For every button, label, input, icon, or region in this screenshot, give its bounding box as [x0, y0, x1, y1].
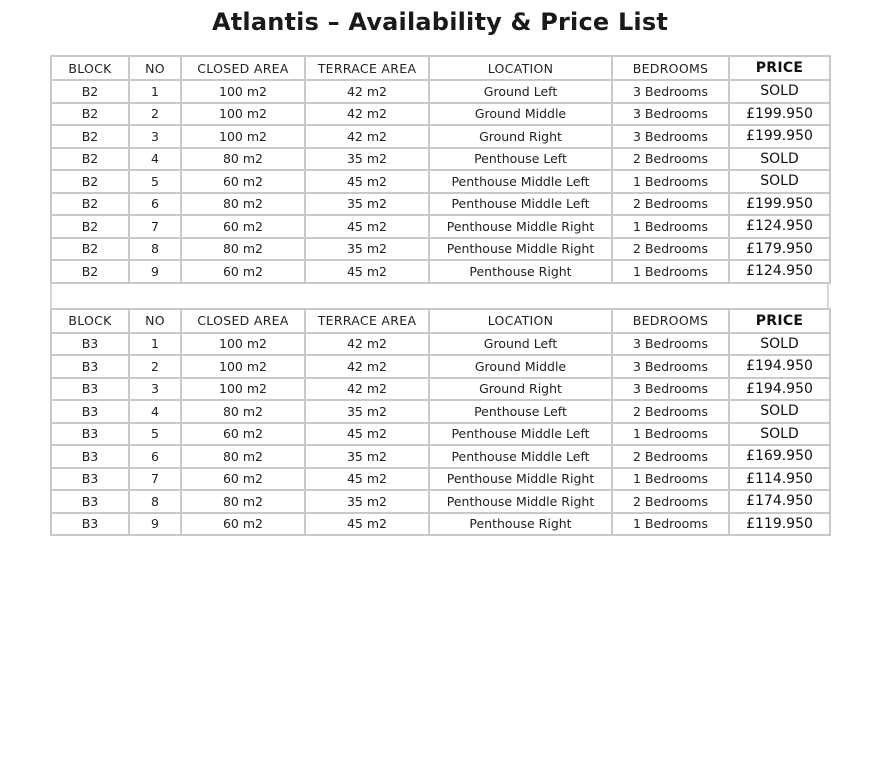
price-list-sheet: [50, 55, 829, 536]
closed-area-cell: 60 m2: [181, 170, 305, 193]
header-block: BLOCK: [51, 56, 129, 80]
table-row: [51, 400, 830, 423]
block-cell: B3: [51, 378, 129, 401]
terrace-area-cell: 42 m2: [305, 80, 429, 103]
location-cell: Penthouse Middle Right: [429, 490, 612, 513]
block-cell: B2: [51, 80, 129, 103]
location-cell: Penthouse Middle Right: [429, 468, 612, 491]
location-cell: Penthouse Middle Left: [429, 423, 612, 446]
terrace-area-cell: 42 m2: [305, 333, 429, 356]
price-cell: £174.950: [729, 490, 830, 513]
table-row: [51, 513, 830, 536]
location-cell: Ground Right: [429, 125, 612, 148]
table-row: [51, 423, 830, 446]
bedrooms-cell: 2 Bedrooms: [612, 238, 729, 261]
bedrooms-cell: 3 Bedrooms: [612, 333, 729, 356]
price-table-block-b2: [50, 55, 831, 284]
no-cell: 8: [129, 238, 181, 261]
location-cell: Penthouse Middle Right: [429, 238, 612, 261]
bedrooms-cell: 2 Bedrooms: [612, 148, 729, 171]
no-cell: 3: [129, 378, 181, 401]
price-cell: £124.950: [729, 215, 830, 238]
no-cell: 1: [129, 333, 181, 356]
table-row: [51, 170, 830, 193]
block-cell: B2: [51, 193, 129, 216]
bedrooms-cell: 2 Bedrooms: [612, 445, 729, 468]
closed-area-cell: 80 m2: [181, 400, 305, 423]
table-row: [51, 490, 830, 513]
bedrooms-cell: 1 Bedrooms: [612, 513, 729, 536]
closed-area-cell: 60 m2: [181, 468, 305, 491]
terrace-area-cell: 45 m2: [305, 260, 429, 283]
terrace-area-cell: 45 m2: [305, 170, 429, 193]
block-cell: B3: [51, 468, 129, 491]
no-cell: 4: [129, 400, 181, 423]
no-cell: 1: [129, 80, 181, 103]
no-cell: 9: [129, 260, 181, 283]
table-row: [51, 378, 830, 401]
price-cell: £199.950: [729, 125, 830, 148]
header-terrace-area: TERRACE AREA: [305, 309, 429, 333]
closed-area-cell: 100 m2: [181, 80, 305, 103]
closed-area-cell: 100 m2: [181, 333, 305, 356]
block-cell: B2: [51, 215, 129, 238]
table-row: [51, 215, 830, 238]
no-cell: 9: [129, 513, 181, 536]
table-row: [51, 333, 830, 356]
closed-area-cell: 100 m2: [181, 355, 305, 378]
terrace-area-cell: 42 m2: [305, 378, 429, 401]
bedrooms-cell: 3 Bedrooms: [612, 378, 729, 401]
terrace-area-cell: 35 m2: [305, 490, 429, 513]
price-cell: £169.950: [729, 445, 830, 468]
header-closed-area: CLOSED AREA: [181, 309, 305, 333]
location-cell: Ground Middle: [429, 103, 612, 126]
location-cell: Penthouse Left: [429, 400, 612, 423]
block-cell: B2: [51, 148, 129, 171]
price-cell: £194.950: [729, 378, 830, 401]
terrace-area-cell: 42 m2: [305, 103, 429, 126]
table-body: [51, 80, 830, 283]
block-cell: B2: [51, 125, 129, 148]
table-row: [51, 193, 830, 216]
price-cell: SOLD: [729, 333, 830, 356]
no-cell: 7: [129, 468, 181, 491]
closed-area-cell: 80 m2: [181, 238, 305, 261]
table-row: [51, 260, 830, 283]
location-cell: Penthouse Middle Right: [429, 215, 612, 238]
block-cell: B2: [51, 103, 129, 126]
terrace-area-cell: 35 m2: [305, 238, 429, 261]
price-cell: £179.950: [729, 238, 830, 261]
header-bedrooms: BEDROOMS: [612, 56, 729, 80]
bedrooms-cell: 2 Bedrooms: [612, 400, 729, 423]
closed-area-cell: 80 m2: [181, 490, 305, 513]
table-row: [51, 148, 830, 171]
location-cell: Penthouse Right: [429, 513, 612, 536]
table-header-row: [51, 56, 830, 80]
header-block: BLOCK: [51, 309, 129, 333]
closed-area-cell: 60 m2: [181, 215, 305, 238]
header-price: PRICE: [729, 56, 830, 80]
header-closed-area: CLOSED AREA: [181, 56, 305, 80]
table-row: [51, 125, 830, 148]
closed-area-cell: 60 m2: [181, 513, 305, 536]
no-cell: 5: [129, 170, 181, 193]
closed-area-cell: 100 m2: [181, 103, 305, 126]
table-row: [51, 103, 830, 126]
terrace-area-cell: 42 m2: [305, 125, 429, 148]
table-row: [51, 355, 830, 378]
closed-area-cell: 60 m2: [181, 423, 305, 446]
price-cell: £199.950: [729, 193, 830, 216]
price-cell: £194.950: [729, 355, 830, 378]
terrace-area-cell: 45 m2: [305, 215, 429, 238]
header-no: NO: [129, 56, 181, 80]
no-cell: 8: [129, 490, 181, 513]
terrace-area-cell: 42 m2: [305, 355, 429, 378]
no-cell: 2: [129, 103, 181, 126]
location-cell: Penthouse Left: [429, 148, 612, 171]
no-cell: 6: [129, 193, 181, 216]
closed-area-cell: 80 m2: [181, 445, 305, 468]
header-price: PRICE: [729, 309, 830, 333]
terrace-area-cell: 45 m2: [305, 468, 429, 491]
block-cell: B3: [51, 400, 129, 423]
terrace-area-cell: 45 m2: [305, 423, 429, 446]
page-title: Atlantis – Availability & Price List: [211, 8, 669, 36]
table-row: [51, 80, 830, 103]
table-divider: [50, 284, 829, 308]
block-cell: B3: [51, 355, 129, 378]
table-body: [51, 333, 830, 536]
header-bedrooms: BEDROOMS: [612, 309, 729, 333]
closed-area-cell: 80 m2: [181, 148, 305, 171]
price-cell: £199.950: [729, 103, 830, 126]
bedrooms-cell: 2 Bedrooms: [612, 193, 729, 216]
block-cell: B3: [51, 445, 129, 468]
bedrooms-cell: 1 Bedrooms: [612, 468, 729, 491]
table-header-row: [51, 309, 830, 333]
location-cell: Ground Left: [429, 80, 612, 103]
block-cell: B3: [51, 513, 129, 536]
no-cell: 4: [129, 148, 181, 171]
bedrooms-cell: 1 Bedrooms: [612, 215, 729, 238]
no-cell: 6: [129, 445, 181, 468]
location-cell: Ground Middle: [429, 355, 612, 378]
price-cell: SOLD: [729, 423, 830, 446]
terrace-area-cell: 45 m2: [305, 513, 429, 536]
table-row: [51, 238, 830, 261]
header-location: LOCATION: [429, 56, 612, 80]
terrace-area-cell: 35 m2: [305, 148, 429, 171]
location-cell: Ground Right: [429, 378, 612, 401]
closed-area-cell: 100 m2: [181, 378, 305, 401]
header-terrace-area: TERRACE AREA: [305, 56, 429, 80]
bedrooms-cell: 3 Bedrooms: [612, 103, 729, 126]
terrace-area-cell: 35 m2: [305, 193, 429, 216]
location-cell: Penthouse Middle Left: [429, 445, 612, 468]
table-row: [51, 468, 830, 491]
terrace-area-cell: 35 m2: [305, 445, 429, 468]
price-cell: SOLD: [729, 400, 830, 423]
no-cell: 7: [129, 215, 181, 238]
location-cell: Ground Left: [429, 333, 612, 356]
no-cell: 2: [129, 355, 181, 378]
bedrooms-cell: 1 Bedrooms: [612, 170, 729, 193]
bedrooms-cell: 3 Bedrooms: [612, 80, 729, 103]
price-table-block-b3: [50, 308, 831, 537]
no-cell: 3: [129, 125, 181, 148]
block-cell: B2: [51, 260, 129, 283]
price-cell: £114.950: [729, 468, 830, 491]
block-cell: B3: [51, 333, 129, 356]
block-cell: B2: [51, 238, 129, 261]
bedrooms-cell: 3 Bedrooms: [612, 355, 729, 378]
block-cell: B3: [51, 490, 129, 513]
closed-area-cell: 80 m2: [181, 193, 305, 216]
table-row: [51, 445, 830, 468]
location-cell: Penthouse Right: [429, 260, 612, 283]
location-cell: Penthouse Middle Left: [429, 170, 612, 193]
closed-area-cell: 60 m2: [181, 260, 305, 283]
header-location: LOCATION: [429, 309, 612, 333]
price-cell: £124.950: [729, 260, 830, 283]
price-cell: £119.950: [729, 513, 830, 536]
price-cell: SOLD: [729, 170, 830, 193]
bedrooms-cell: 1 Bedrooms: [612, 423, 729, 446]
price-cell: SOLD: [729, 80, 830, 103]
location-cell: Penthouse Middle Left: [429, 193, 612, 216]
header-no: NO: [129, 309, 181, 333]
no-cell: 5: [129, 423, 181, 446]
block-cell: B3: [51, 423, 129, 446]
terrace-area-cell: 35 m2: [305, 400, 429, 423]
closed-area-cell: 100 m2: [181, 125, 305, 148]
bedrooms-cell: 3 Bedrooms: [612, 125, 729, 148]
block-cell: B2: [51, 170, 129, 193]
price-cell: SOLD: [729, 148, 830, 171]
bedrooms-cell: 1 Bedrooms: [612, 260, 729, 283]
bedrooms-cell: 2 Bedrooms: [612, 490, 729, 513]
